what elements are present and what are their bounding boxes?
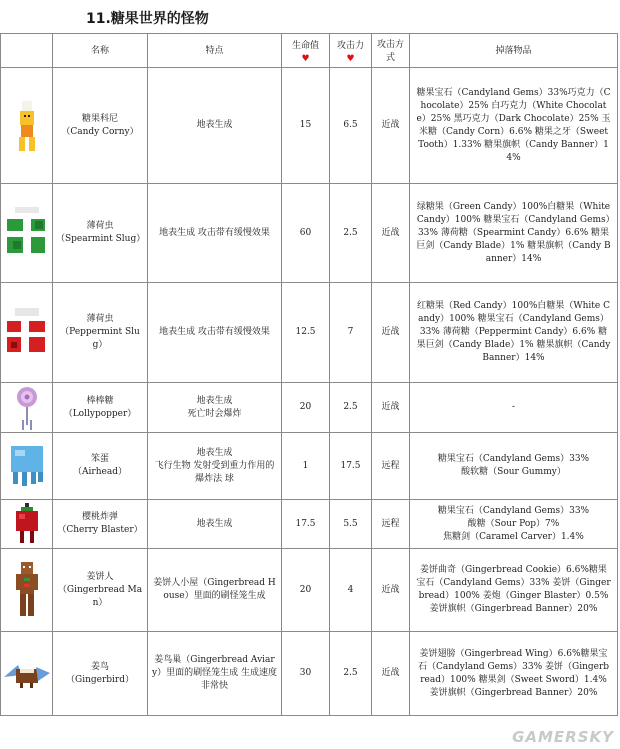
monster-feature: 姜饼人小屋（Gingerbread House）里面的刷怪笼生成	[148, 549, 282, 632]
gingerbread-man-sprite-cell	[1, 549, 53, 632]
monster-name	[53, 184, 148, 283]
monster-feature: 地表生成 攻击带有缓慢效果	[148, 184, 282, 283]
monster-name-en: （Candy Corny）	[61, 126, 139, 137]
monster-hp: 60	[282, 184, 330, 283]
monster-hp: 20	[282, 549, 330, 632]
monster-drops: 糖果宝石（Candyland Gems）33% 酸糖（Sour Pop）7% 焦糖剑（Caramel Carver）1.4%	[410, 500, 618, 549]
header-name: 名称	[53, 34, 148, 68]
monster-atk: 17.5	[330, 433, 372, 500]
monster-drops: 姜饼翅膀（Gingerbread Wing）6.6%糖果宝石（Candyland Gems）33% 姜饼（Gingerbread）100% 糖果剑（Sweet Sword）1.4% 姜饼旗帜（Gingerbread Banner）20%	[410, 632, 618, 716]
monster-name-en: （Gingerbread Man）	[57, 584, 143, 608]
monster-attack-mode: 近战	[372, 632, 410, 716]
monster-attack-mode: 近战	[372, 383, 410, 433]
cherry-blaster-sprite-cell	[1, 500, 53, 549]
monster-drops: 红糖果（Red Candy）100%白糖果（White Candy）100% 糖果宝石（Candyland Gems）33% 薄荷糖（Peppermint Candy）6.6% 糖果巨剑（Candy Blade）1% 糖果旗帜（Candy Banner）14%	[410, 283, 618, 383]
monster-hp: 20	[282, 383, 330, 433]
watermark: GAMERSKY	[512, 728, 614, 746]
peppermint-slug-sprite-cell	[1, 283, 53, 383]
section-title: 11.糖果世界的怪物	[86, 11, 209, 27]
monster-name	[53, 283, 148, 383]
monster-feature: 姜鸟巢（Gingerbread Aviary）里面的刷怪笼生成 生成速度非常快	[148, 632, 282, 716]
monster-atk: 2.5	[330, 383, 372, 433]
monster-name-en: （Spearmint Slug）	[56, 234, 146, 244]
header-row	[1, 34, 618, 68]
monster-hp: 17.5	[282, 500, 330, 549]
candy-corny-sprite	[16, 101, 38, 151]
monster-feature: 地表生成	[148, 500, 282, 549]
gingerbread-man-sprite	[16, 562, 38, 618]
monster-name	[53, 632, 148, 716]
monster-drops: 绿糖果（Green Candy）100%白糖果（White Candy）100% 糖果宝石（Candyland Gems）33% 薄荷糖（Spearmint Candy）6.6% 糖果巨剑（Candy Blade）1% 糖果旗帜（Candy Banner）14%	[410, 184, 618, 283]
table-row	[1, 632, 618, 716]
monster-attack-mode: 远程	[372, 500, 410, 549]
gingerbird-sprite	[2, 659, 52, 689]
airhead-sprite	[7, 444, 47, 488]
monster-attack-mode: 近战	[372, 184, 410, 283]
monster-name-cn: 薄荷虫	[86, 314, 114, 324]
header-hp-label: 生命值	[291, 40, 319, 51]
cherry-blaster-sprite	[12, 503, 42, 545]
monster-attack-mode: 远程	[372, 433, 410, 500]
monster-name-cn: 姜饼人	[86, 571, 114, 582]
monster-feature: 地表生成 飞行生物 发射受到重力作用的爆炸法 球	[148, 433, 282, 500]
monster-atk: 7	[330, 283, 372, 383]
monster-feature: 地表生成 死亡时会爆炸	[148, 383, 282, 433]
monster-attack-mode: 近战	[372, 68, 410, 184]
header-atk	[330, 34, 372, 68]
lollypopper-sprite	[16, 386, 38, 430]
monster-attack-mode: 近战	[372, 283, 410, 383]
monster-atk: 5.5	[330, 500, 372, 549]
spearmint-slug-sprite	[5, 207, 49, 259]
table-row	[1, 283, 618, 383]
monster-table	[0, 33, 618, 716]
table-row	[1, 549, 618, 632]
monster-name-cn: 棒棒糖	[86, 395, 114, 406]
monster-drops: 糖果宝石（Candyland Gems）33%巧克力（Chocolate）25% 白巧克力（White Chocolate）25% 黑巧克力（Dark Chocolate）25% 玉米糖（Candy Corn）6.6% 糖果之牙（Sweet Tooth）1.33% 糖果旗帜（Candy Banner）14%	[410, 68, 618, 184]
monster-feature: 地表生成	[148, 68, 282, 184]
monster-atk: 2.5	[330, 184, 372, 283]
monster-drops: 糖果宝石（Candyland Gems）33% 酸软糖（Sour Gummy）	[410, 433, 618, 500]
monster-atk: 6.5	[330, 68, 372, 184]
table-row	[1, 68, 618, 184]
monster-attack-mode: 近战	[372, 549, 410, 632]
monster-name-cn: 姜鸟	[90, 661, 109, 672]
monster-atk: 2.5	[330, 632, 372, 716]
header-image	[1, 34, 53, 68]
monster-feature: 地表生成 攻击带有缓慢效果	[148, 283, 282, 383]
monster-name-en: （Lollypopper）	[63, 408, 137, 419]
monster-name-cn: 笨蛋	[90, 454, 109, 464]
header-drops: 掉落物品	[410, 34, 618, 68]
monster-hp: 1	[282, 433, 330, 500]
monster-name-en: （Gingerbird）	[66, 674, 134, 685]
table-row	[1, 184, 618, 283]
airhead-sprite-cell	[1, 433, 53, 500]
monster-hp: 12.5	[282, 283, 330, 383]
monster-name	[53, 68, 148, 184]
header-feature: 特点	[148, 34, 282, 68]
monster-name-en: （Cherry Blaster）	[57, 525, 143, 535]
heart-icon: ♥	[301, 53, 310, 64]
heart-icon: ♥	[346, 53, 355, 64]
monster-name	[53, 500, 148, 549]
monster-drops: -	[410, 383, 618, 433]
monster-name	[53, 549, 148, 632]
monster-hp: 30	[282, 632, 330, 716]
monster-name-en: （Peppermint Slug）	[60, 327, 140, 350]
lollypopper-sprite-cell	[1, 383, 53, 433]
monster-hp: 15	[282, 68, 330, 184]
peppermint-slug-sprite	[5, 308, 49, 358]
monster-name-cn: 糖果科尼	[81, 113, 118, 124]
table-row	[1, 383, 618, 433]
monster-drops: 姜饼曲奇（Gingerbread Cookie）6.6%糖果宝石（Candyland Gems）33% 姜饼（Gingerbread）100% 姜炮（Ginger Blaster）0.5% 姜饼旗帜（Gingerbread Banner）20%	[410, 549, 618, 632]
monster-atk: 4	[330, 549, 372, 632]
monster-name-cn: 樱桃炸弹	[81, 512, 118, 522]
table-row	[1, 433, 618, 500]
header-hp	[282, 34, 330, 68]
monster-name-en: （Airhead）	[73, 467, 127, 477]
gingerbird-sprite-cell	[1, 632, 53, 716]
candy-corny-sprite-cell	[1, 68, 53, 184]
header-atk-label: 攻击力	[336, 40, 364, 51]
table-row	[1, 500, 618, 549]
monster-name-cn: 薄荷虫	[86, 221, 114, 231]
spearmint-slug-sprite-cell	[1, 184, 53, 283]
monster-name	[53, 433, 148, 500]
monster-name	[53, 383, 148, 433]
header-attack-mode: 攻击方式	[372, 34, 410, 68]
